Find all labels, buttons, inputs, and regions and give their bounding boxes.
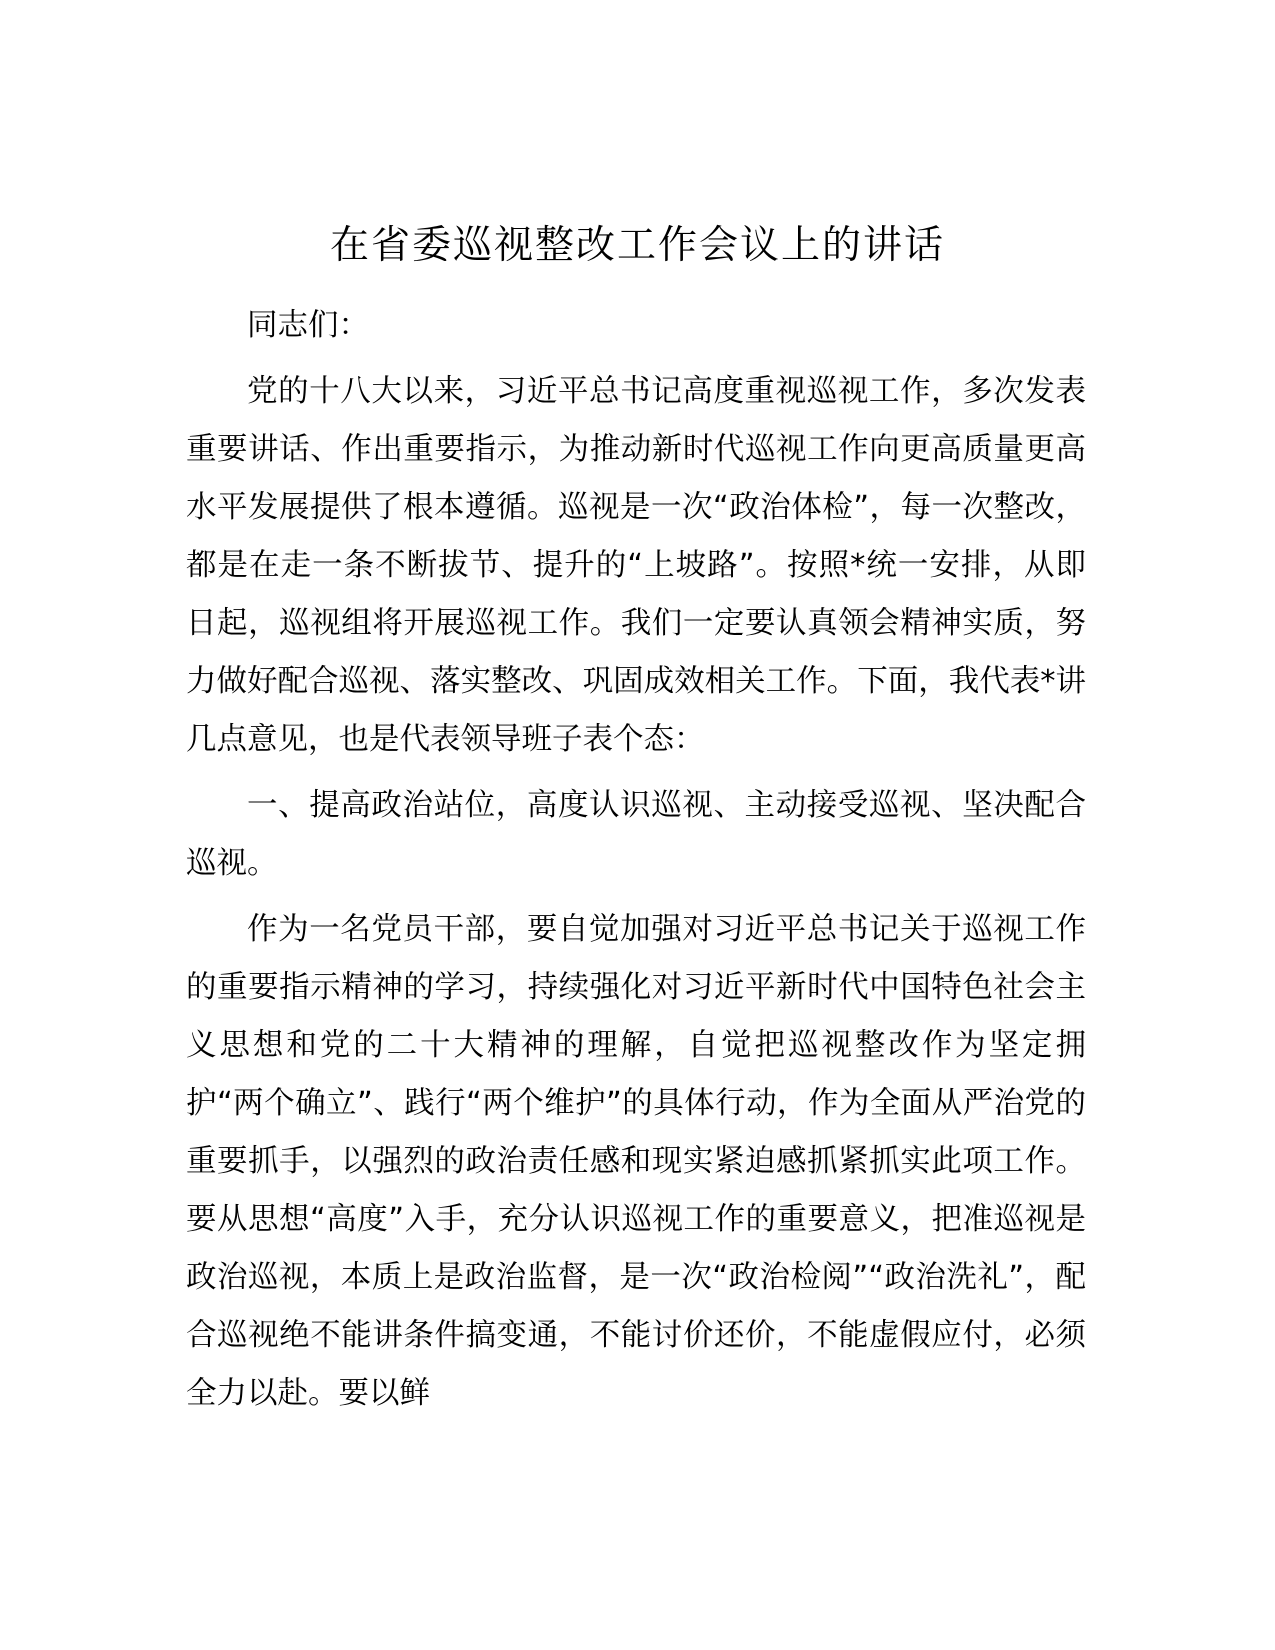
salutation: 同志们： <box>247 308 369 343</box>
paragraph-intro: 党的十八大以来，习近平总书记高度重视巡视工作，多次发表重要讲话、作出重要指示，为推动新时代巡视工作向更高质量更高水平发展提供了根本遵循。巡视是一次“政治体检”，每一次整改，都是在走一条不断拔节、提升的“上坡路”。按照*统一安排，从即日起，巡视组将开展巡视工作。我们一定要认真领会精神实质，努力做好配合巡视、落实整改、巩固成效相关工作。下面，我代表*讲几点意见，也是代表领导班子表个态： <box>186 374 1086 757</box>
section-heading-1: 一、提高政治站位，高度认识巡视、主动接受巡视、坚决配合巡视。 <box>186 788 1086 881</box>
paragraph-section-1: 作为一名党员干部，要自觉加强对习近平总书记关于巡视工作的重要指示精神的学习，持续强化对习近平新时代中国特色社会主义思想和党的二十大精神的理解，自觉把巡视整改作为坚定拥护“两个确立”、践行“两个维护”的具体行动，作为全面从严治党的重要抓手，以强烈的政治责任感和现实紧迫感抓紧抓实此项工作。要从思想“高度”入手，充分认识巡视工作的重要意义，把准巡视是政治巡视，本质上是政治监督，是一次“政治检阅”“政治洗礼”，配合巡视绝不能讲条件搞变通，不能讨价还价，不能虚假应付，必须全力以赴。要以鲜 <box>186 912 1086 1411</box>
document-body <box>186 297 1086 1423</box>
document-title: 在省委巡视整改工作会议上的讲话 <box>329 223 945 268</box>
